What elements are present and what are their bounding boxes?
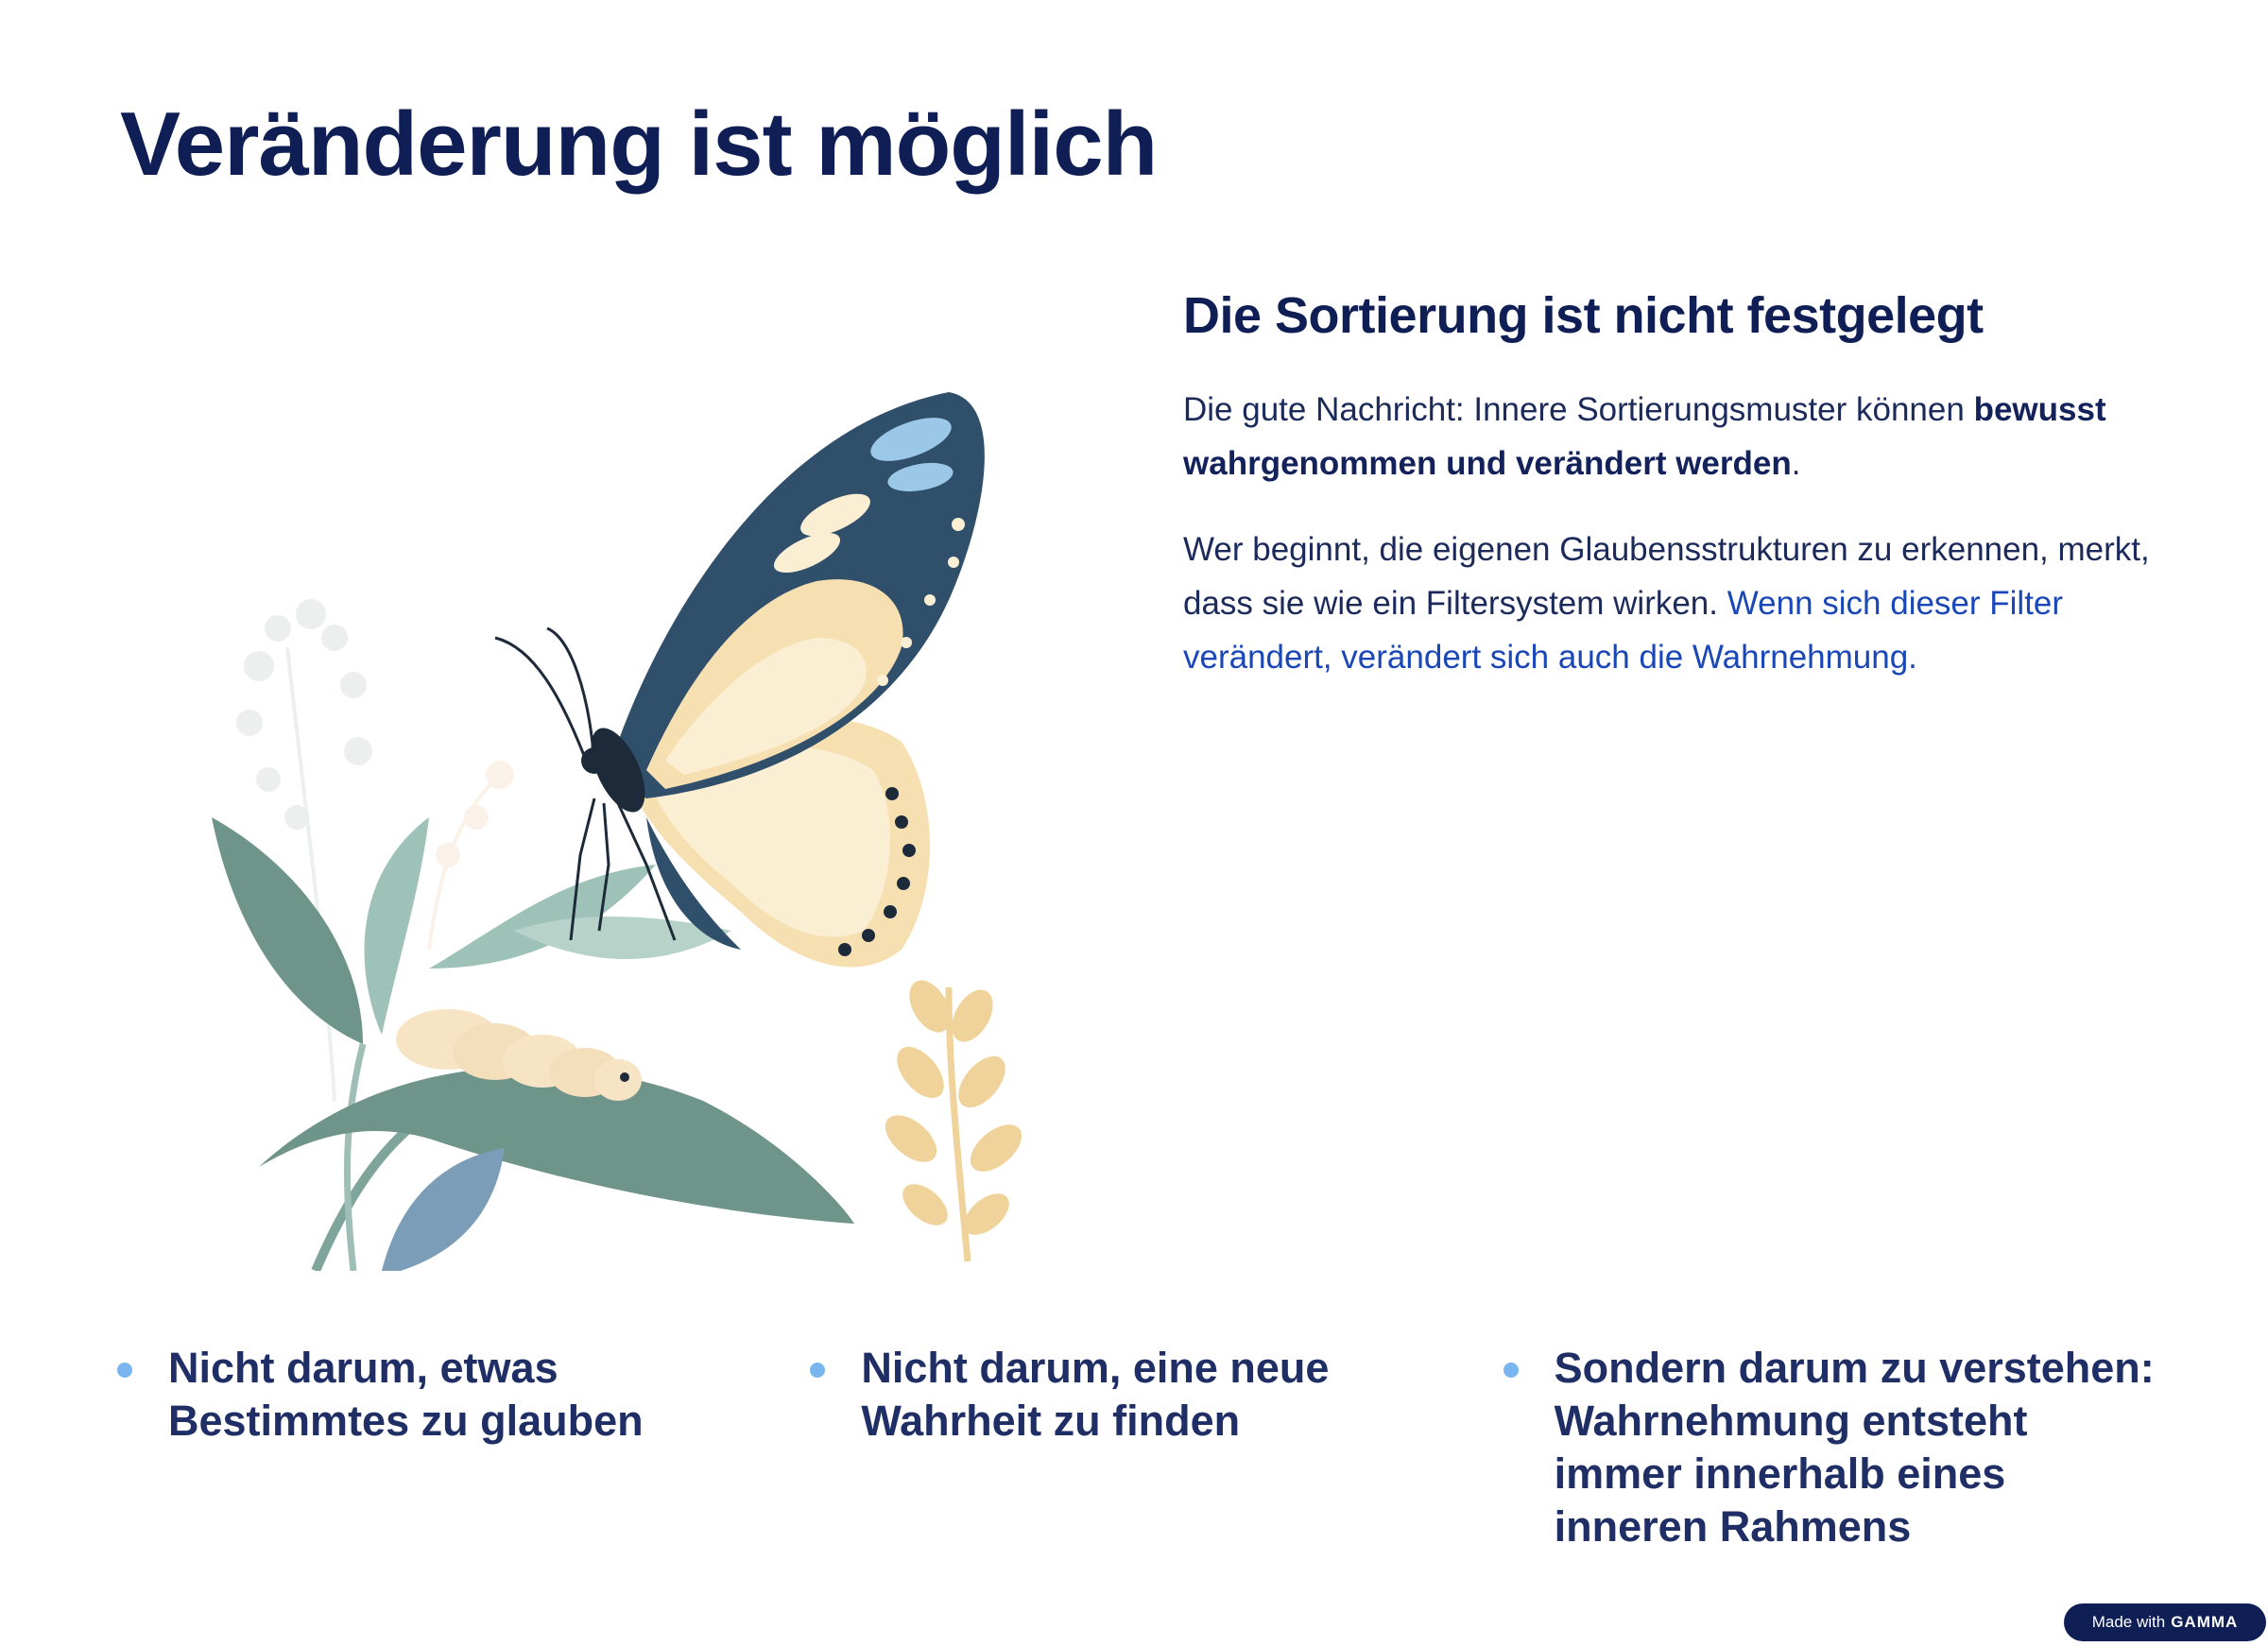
bullet-item bbox=[810, 1342, 1503, 1553]
bullet-dot-icon bbox=[1503, 1363, 1519, 1378]
paragraph-2-text: Wer beginnt, die eigenen Glaubensstrukturen zu erkennen, merkt, dass sie wie ein Filtersystem wirken. bbox=[1183, 530, 2150, 622]
paragraph-2-highlight: Wenn sich dieser Filter verändert, verändert sich auch die Wahrnehmung. bbox=[1183, 584, 2064, 676]
badge-brand: GAMMA bbox=[2171, 1613, 2239, 1631]
paragraph-1-text: Die gute Nachricht: Innere Sortierungsmuster können bbox=[1183, 390, 1974, 428]
bullet-text: Nicht darum, etwas Bestimmtes zu glauben bbox=[168, 1344, 644, 1445]
bullet-text: Sondern darum zu verstehen: Wahrnehmung entsteht immer innerhalb eines inneren Rahmens bbox=[1554, 1344, 2155, 1551]
slide-title: Veränderung ist möglich bbox=[120, 94, 1158, 195]
paragraph-1-end: . bbox=[1791, 444, 1801, 482]
text-column bbox=[1183, 285, 2166, 716]
bullet-dot-icon bbox=[117, 1363, 132, 1378]
paragraph-1-bold: bewusst wahrgenommen und verändert werden bbox=[1183, 390, 2106, 482]
bullet-item bbox=[1503, 1342, 2196, 1553]
bullet-dot-icon bbox=[810, 1363, 825, 1378]
paragraph-2 bbox=[1183, 523, 2166, 684]
bullet-text: Nicht darum, eine neue Wahrheit zu finden bbox=[861, 1344, 1330, 1445]
made-with-gamma-badge[interactable] bbox=[2064, 1603, 2266, 1641]
paragraph-1 bbox=[1183, 383, 2166, 490]
bullet-item bbox=[117, 1342, 810, 1553]
section-subtitle: Die Sortierung ist nicht festgelegt bbox=[1183, 287, 1984, 344]
badge-prefix: Made with bbox=[2091, 1613, 2166, 1631]
butterfly-illustration bbox=[117, 288, 1062, 1271]
bullet-list bbox=[117, 1342, 2196, 1553]
